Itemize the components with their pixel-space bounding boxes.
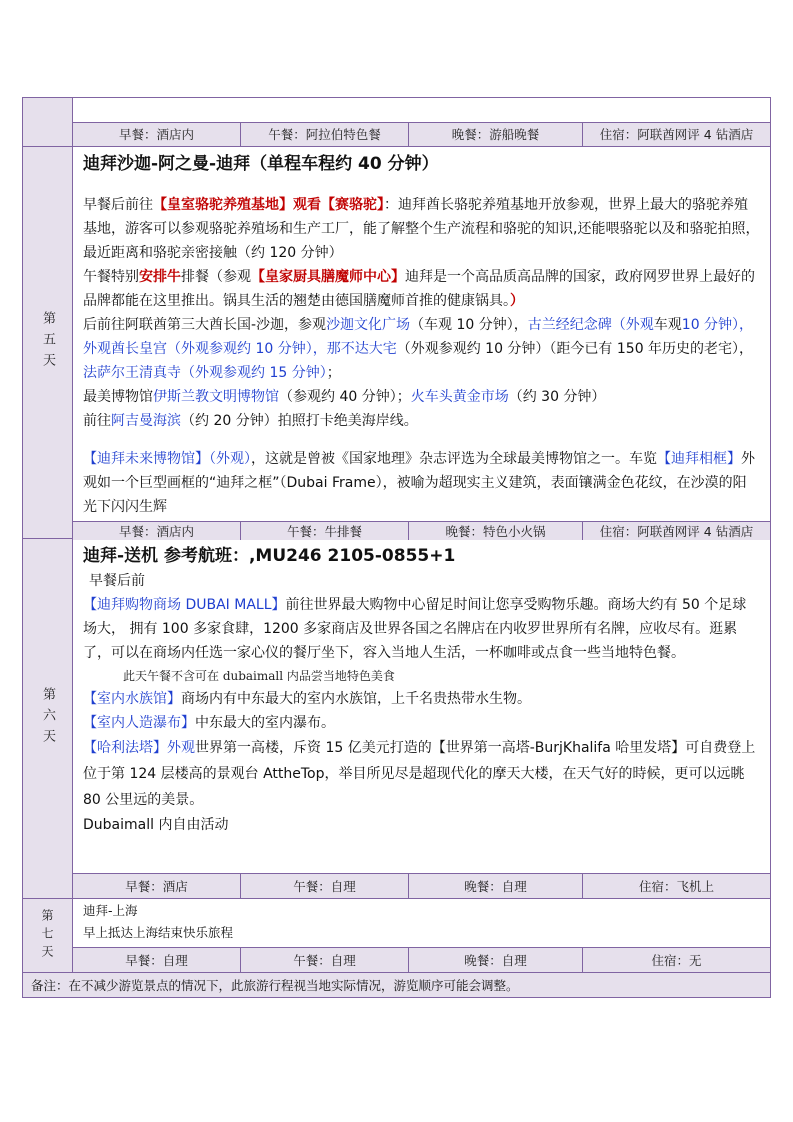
paragraph-museum: 最美博物馆伊斯兰教文明博物馆（参观约 40 分钟）；火车头黄金市场（约 30 分钟） xyxy=(83,389,606,405)
lunch: 午餐：牛排餐 xyxy=(241,522,409,540)
day-title: 迪拜沙迦-阿之曼-迪拜（单程车程约 40 分钟） xyxy=(83,154,439,174)
lunch: 午餐：自理 xyxy=(241,874,409,898)
itinerary-table xyxy=(22,97,771,998)
breakfast: 早餐：自理 xyxy=(73,948,241,972)
day6-meals xyxy=(73,873,770,898)
day7-row xyxy=(23,899,770,973)
footer-note: 备注：在不减少游览景点的情况下，此旅游行程视当地实际情况，游览顺序可能会调整。 xyxy=(31,978,519,993)
hotel: 住宿：飞机上 xyxy=(638,879,714,894)
day7-meals xyxy=(73,947,770,972)
day4-empty-content xyxy=(73,98,770,122)
day7-label-cell xyxy=(23,899,73,972)
hotel: 住宿：阿联酋网评 4 钻酒店 xyxy=(599,524,754,539)
breakfast: 早餐：酒店内 xyxy=(73,123,241,146)
hotel: 住宿：阿联酋网评 4 钻酒店 xyxy=(599,127,754,143)
lunch: 午餐：自理 xyxy=(241,948,409,972)
hotel: 住宿：无 xyxy=(651,953,702,968)
paragraph-lunch: 午餐特别安排牛排餐（参观【皇家厨具膳魔师中心】迪拜是一个高品质高品牌的国家，政府网罗世界上最好的 品牌都能在这里推出。锅具生活的翘楚由德国膳魔师首推的健康锅具。） xyxy=(83,269,755,309)
paragraph-camel-farm: 早餐后前往【皇室骆驼养殖基地】观看【赛骆驼】：迪拜酋长骆驼养殖基地开放参观，世界上最大的骆驼养殖基地，游客可以参观骆驼养殖场和生产工厂，能了解整个生产流程和骆驼的知识,还能喂骆驼以及和骆驼拍照，最近距离和骆驼亲密接触（约 120 分钟） xyxy=(83,197,760,261)
day7-content xyxy=(73,899,770,947)
paragraph-burj-khalifa: 【哈利法塔】外观世界第一高楼，斥资 15 亿美元打造的【世界第一高塔-BurjKhalifa 哈里发塔】可自费登上位于第 124 层楼高的景观台 AttheTop，举目所见尽是超现代化的摩天大楼，在天气好的時候，更可以远眺 80 公里远的美景。 xyxy=(83,740,756,808)
paragraph-breakfast: 早餐后前 xyxy=(89,573,145,589)
day-label: 第六天 xyxy=(40,687,55,750)
lunch: 午餐：阿拉伯特色餐 xyxy=(241,123,409,146)
lunch-note: 此天午餐不含可在 dubaimall 内品尝当地特色美食 xyxy=(123,669,395,683)
footer-row xyxy=(23,973,770,997)
day4-label-cell xyxy=(23,98,73,146)
dinner: 晚餐：游船晚餐 xyxy=(409,123,583,146)
paragraph-aquarium: 【室内水族馆】商场内有中东最大的室内水族馆，上千名贵热带水生物。 xyxy=(83,691,531,707)
day5-meals xyxy=(73,521,770,540)
day4-tail-row xyxy=(23,98,770,147)
paragraph-waterfall: 【室内人造瀑布】中东最大的室内瀑布。 xyxy=(83,715,335,731)
paragraph-dubai-mall: 【迪拜购物商场 DUBAI MALL】前往世界最大购物中心留足时间让您享受购物乐趣。商场大约有 50 个足球场大， 拥有 100 多家食肆，1200 多家商店及世界各国之名牌店在内收罗世界所有名牌，应收尽有。逛累了，可以在商场内任选一家心仪的餐厅坐下，容入当地人生活，一杯咖啡或点食一些当地特色餐。 xyxy=(83,597,747,661)
arrival-line: 早上抵达上海结束快乐旅程 xyxy=(83,925,234,940)
day5-row xyxy=(23,147,770,539)
day-label: 第五天 xyxy=(40,311,55,374)
dinner: 晚餐：特色小火锅 xyxy=(409,522,583,540)
paragraph-free-time: Dubaimall 内自由活动 xyxy=(83,817,229,833)
day5-content xyxy=(73,147,770,521)
day6-row xyxy=(23,539,770,899)
day-label: 第七天 xyxy=(40,908,54,963)
paragraph-ajman: 前往阿吉曼海滨（约 20 分钟）拍照打卡绝美海岸线。 xyxy=(83,413,418,429)
breakfast: 早餐：酒店 xyxy=(73,874,241,898)
paragraph-sharjah: 后前往阿联酋第三大酋长国-沙迦，参观沙迦文化广场（车观 10 分钟），古兰经纪念碑（外观车观10 分钟），外观酋长皇宫（外观参观约 10 分钟），那不达大宅（外观参观约 10 分钟）（距今已有 150 年历史的老宅），法萨尔王清真寺（外观参观约 15 分钟）； xyxy=(83,317,754,381)
paragraph-future-museum: 【迪拜未来博物馆】（外观），这就是曾被《国家地理》杂志评选为全球最美博物馆之一。车览【迪拜相框】外观如一个巨型画框的“迪拜之框”（Dubai Frame），被喻为超现实主义建筑，表面镶满金色花纹，在沙漠的阳光下闪闪生辉 xyxy=(83,451,755,515)
breakfast: 早餐：酒店内 xyxy=(73,522,241,540)
day6-label-cell xyxy=(23,539,73,898)
route-line: 迪拜-上海 xyxy=(83,903,138,918)
day5-label-cell xyxy=(23,147,73,538)
dinner: 晚餐：自理 xyxy=(409,948,583,972)
dinner: 晚餐：自理 xyxy=(409,874,583,898)
day6-content xyxy=(73,539,770,873)
day-title: 迪拜-送机 参考航班：,MU246 2105-0855+1 xyxy=(83,546,456,566)
day4-meals xyxy=(73,122,770,146)
